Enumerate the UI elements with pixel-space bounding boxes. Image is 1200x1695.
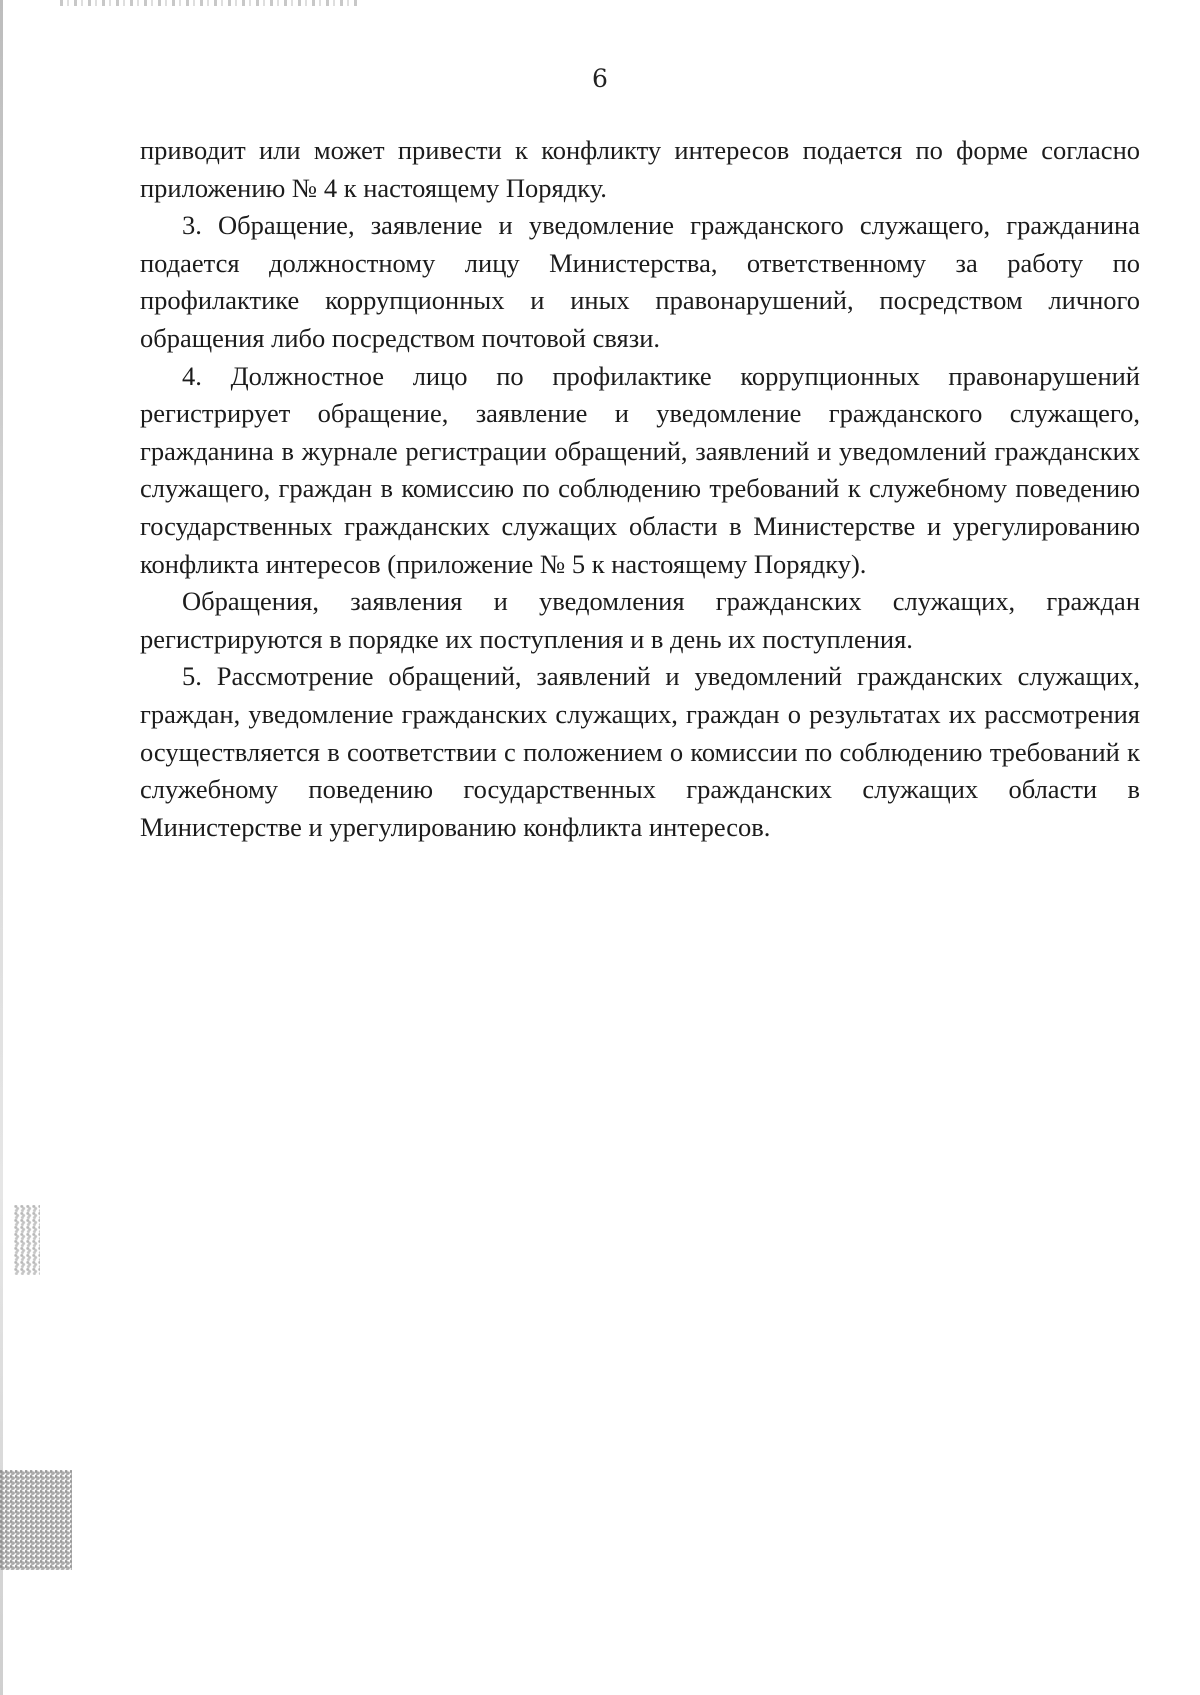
scan-smudge-artifact — [60, 0, 360, 6]
page-number: 6 — [592, 64, 608, 93]
paragraph-registration: Обращения, заявления и уведомления гражданских служащих, граждан регистрируются в порядке их поступления и в день их поступления. — [140, 586, 1140, 654]
paragraph-item-4: 4. Должностное лицо по профилактике коррупционных правонарушений регистрирует обращение, заявление и уведомление гражданского служащего, гражданина в журнале регистрации обращений, заявлений и уведомлений гражданских служащего, граждан в комиссию по соблюдению требований к служебному поведению государственных гражданских служащих области в Министерстве и урегулированию конфликта интересов (приложение № 5 к настоящему Порядку). — [140, 360, 1140, 579]
scan-speckle-artifact — [0, 1470, 72, 1570]
paragraph-item-5: 5. Рассмотрение обращений, заявлений и уведомлений гражданских служащих, граждан, уведомление гражданских служащих, граждан о результатах их рассмотрения осуществляется в соответствии с положением о комиссии по соблюдению требований к служебному поведению государственных гражданских служащих области в Министерстве и урегулированию конфликта интересов. — [140, 661, 1140, 842]
scan-speckle-artifact — [14, 1205, 40, 1275]
paragraph-item-3: 3. Обращение, заявление и уведомление гражданского служащего, гражданина подается должностному лицу Министерства, ответственному за работу по профилактике коррупционных и иных правонарушений, посредством личного обращения либо посредством почтовой связи. — [140, 210, 1140, 353]
scan-edge-artifact — [0, 0, 3, 1695]
document-body — [140, 132, 1140, 846]
paragraph-continuation: приводит или может привести к конфликту интересов подается по форме согласно приложению № 4 к настоящему Порядку. — [140, 135, 1140, 203]
